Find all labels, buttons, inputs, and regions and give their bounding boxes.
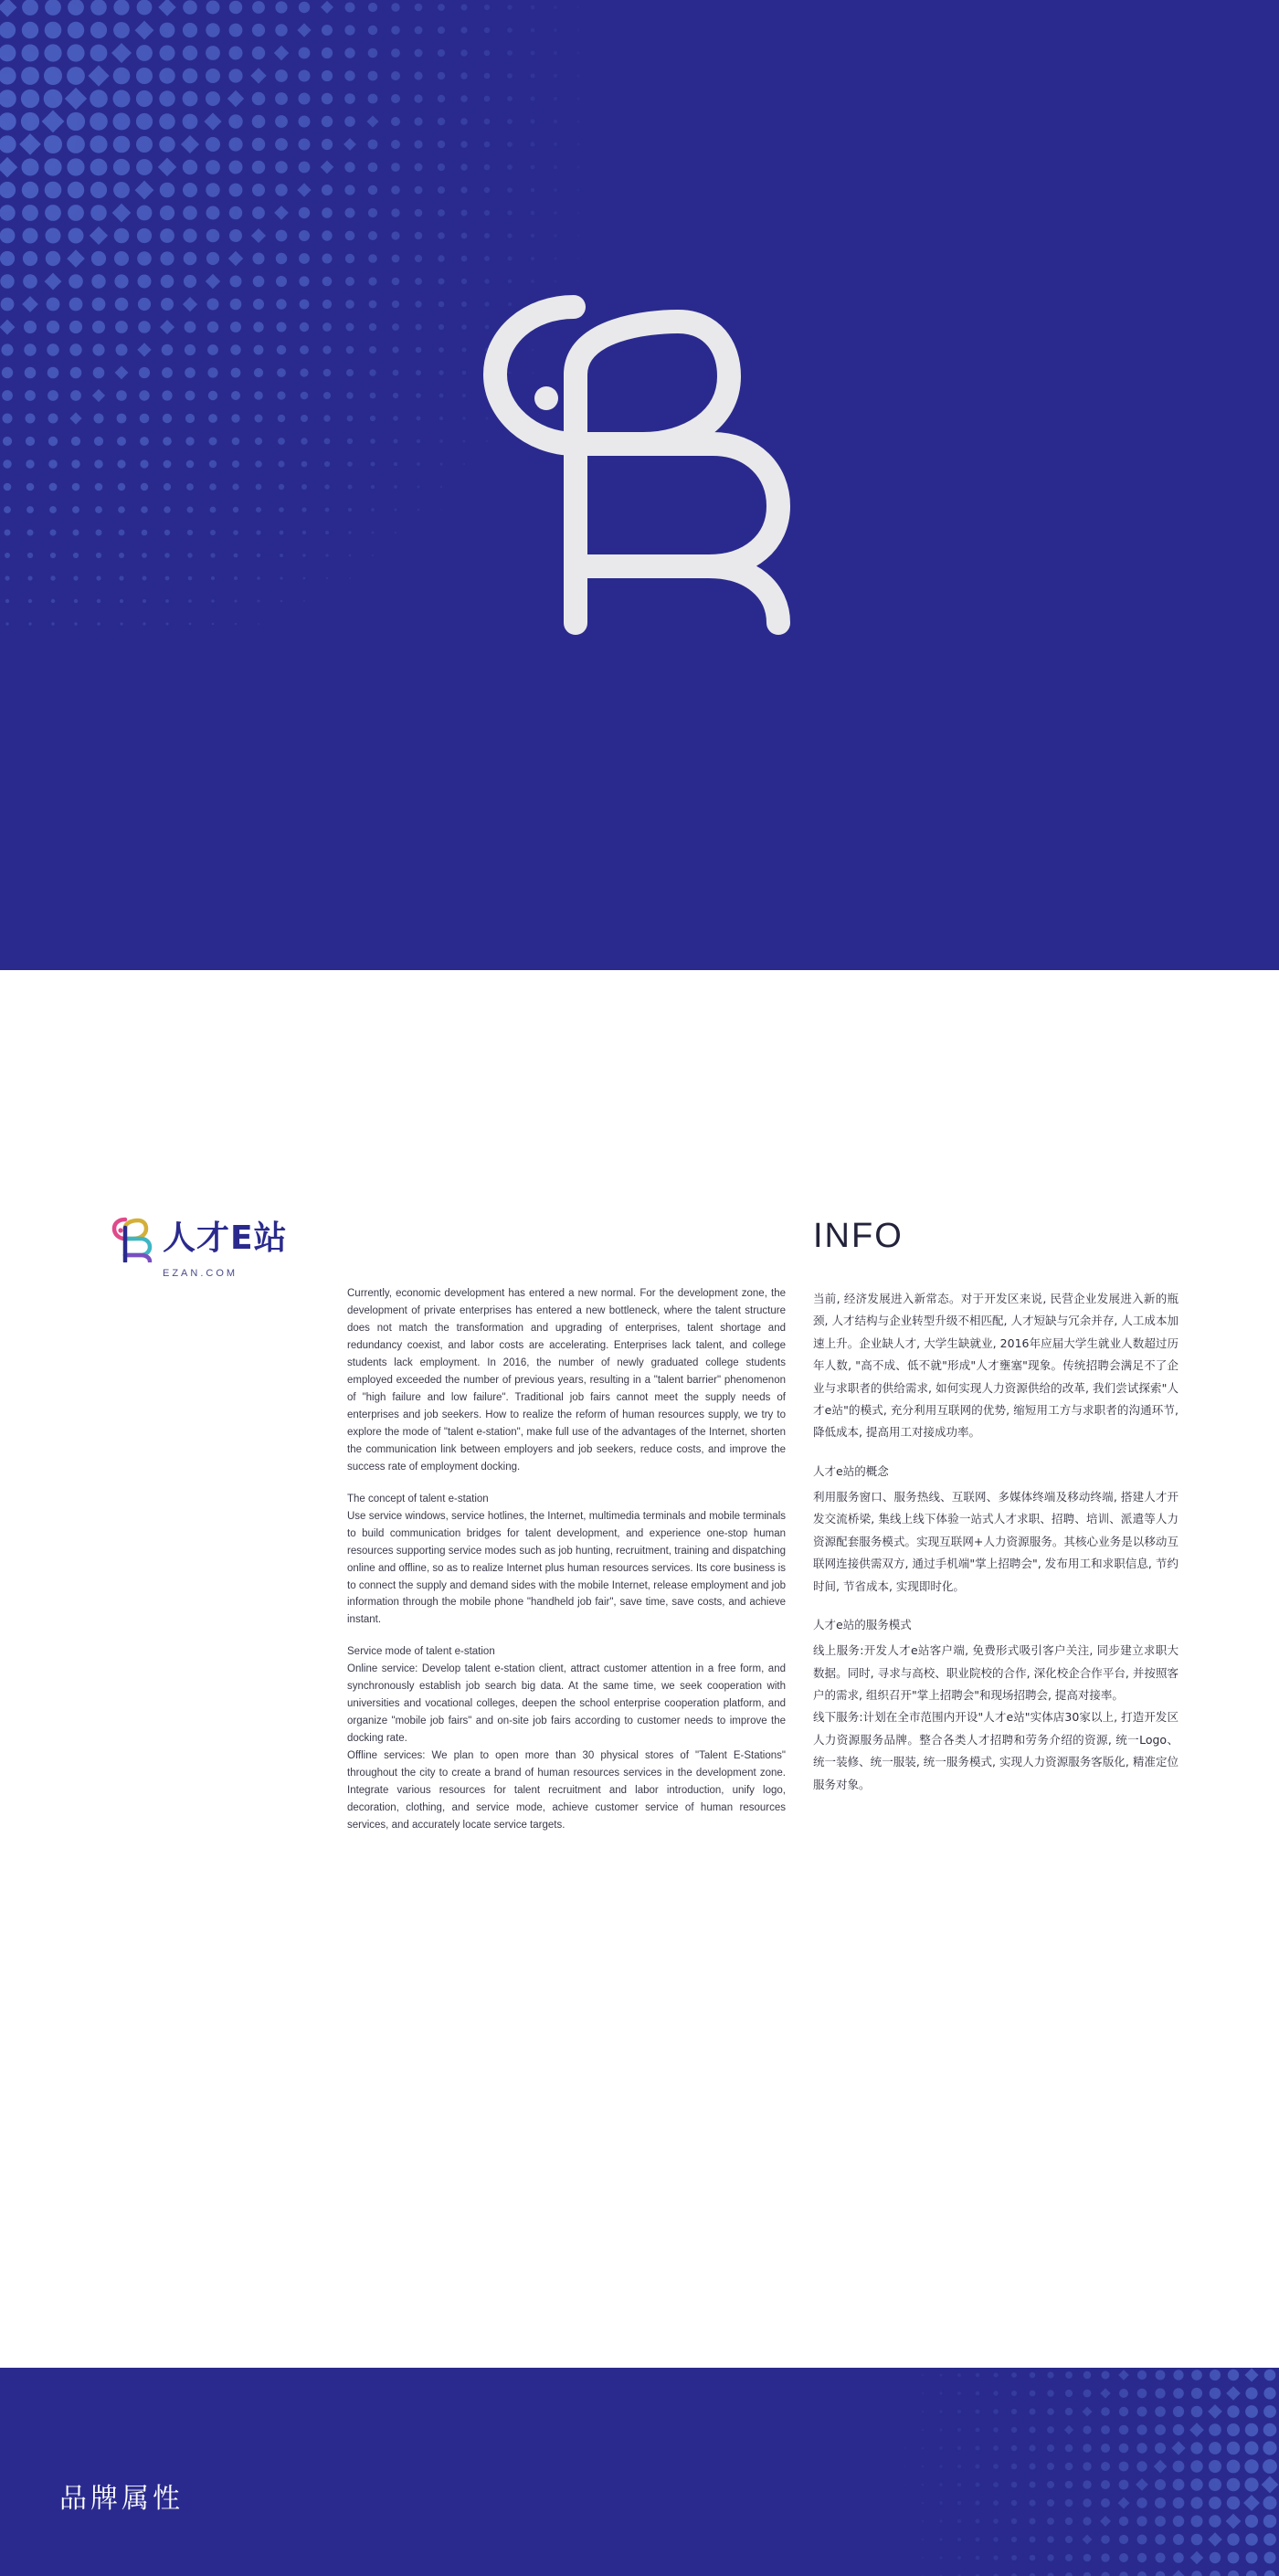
en-subheading: The concept of talent e-station	[347, 1493, 489, 1504]
english-copy-column	[347, 1285, 786, 1834]
en-paragraph: Currently, economic development has entered a new normal. For the development zone, the development of private enterprises has entered a new bottleneck, where the talent structure does not match the transformation and upgrading of enterprises, talent shortage and redundancy coexist, and labor costs are accelerating. Enterprises lack talent, and college students lack employment. In 2016, the number of newly graduated college students employed exceeded the number of previous years, resulting in a "talent barrier" phenomenon of "high failure and low failure". Traditional job fairs cannot meet the supply needs of enterprises and job seekers. How to realize the reform of human resources supply, we try to explore the mode of "talent e-station", make full use of the advantages of the Internet, shorten the communication link between employers and job seekers, reduce costs, and improve the success rate of employment docking.	[347, 1288, 786, 1473]
brand-name-cn: 人才E站	[163, 1219, 288, 1257]
info-heading: INFO	[813, 1217, 904, 1255]
chinese-copy-column	[813, 1288, 1179, 1796]
brand-domain: EZAN.COM	[163, 1268, 238, 1279]
content-area	[0, 970, 1279, 2368]
footer-band	[0, 2368, 1279, 2576]
zh-paragraph: 线下服务:计划在全市范围内开设"人才e站"实体店30家以上, 打造开发区人力资源服务品牌。整合各类人才招聘和劳务介绍的资源, 统一Logo、统一装修、统一服装, 统一服务模式, 实现人力资源服务客版化, 精准定位服务对象。	[813, 1710, 1179, 1791]
en-paragraph: Use service windows, service hotlines, the Internet, multimedia terminals and mobile terminals to build communication bridges for talent development, and experience one-stop human resources supporting service modes such as job hunting, recruitment, training and dispatching online and offline, so as to realize Internet plus human resources services. Its core business is to connect the supply and demand sides with the mobile Internet, release employment and job information through the mobile phone "handheld job fair", save time, save costs, and achieve instant.	[347, 1510, 786, 1626]
zh-subheading: 人才e站的概念	[813, 1463, 889, 1478]
en-paragraph: Online service: Develop talent e-station client, attract customer attention in a free form, and synchronously establish job search big data. At the same time, we seek cooperation with universities and vocational colleges, deepen the school enterprise cooperation platform, and organize "mobile job fairs" and on-site job fairs according to customer needs to improve the docking rate.	[347, 1663, 786, 1745]
zh-paragraph: 利用服务窗口、服务热线、互联网、多媒体终端及移动终端, 搭建人才开发交流桥梁, 集线上线下体验一站式人才求职、招聘、培训、派遣等人力资源配套服务模式。实现互联网+人力资源服务。其核心业务是以移动互联网连接供需双方, 通过手机端"掌上招聘会", 发布用工和求职信息, 节约时间, 节省成本, 实现即时化。	[813, 1490, 1179, 1593]
en-paragraph: Offline services: We plan to open more than 30 physical stores of "Talent E-Stations" throughout the city to create a brand of human resources services in the development zone. Integrate various resources for talent recruitment and labor introduction, unify logo, decoration, clothing, and service mode, achieve customer service of human resources services, and accurately locate service targets.	[347, 1750, 786, 1832]
brand-lockup	[110, 1215, 329, 1279]
hero-banner	[0, 0, 1279, 970]
zh-paragraph: 线上服务:开发人才e站客户端, 免费形式吸引客户关注, 同步建立求职大数据。同时, 寻求与高校、职业院校的合作, 深化校企合作平台, 并按照客户的需求, 组织召开"掌上招聘会"和现场招聘会, 提高对接率。	[813, 1643, 1179, 1702]
footer-dot-pattern	[859, 2368, 1279, 2576]
ezan-e-icon	[110, 1215, 153, 1262]
logo-eye-dot	[534, 386, 558, 410]
zh-paragraph: 当前, 经济发展进入新常态。对于开发区来说, 民营企业发展进入新的瓶颈, 人才结构与企业转型升级不相匹配, 人才短缺与冗余并存, 人工成本加速上升。企业缺人才, 大学生缺就业, 2016年应届大学生就业人数超过历年人数, "高不成、低不就"形成"人才壅塞"现象。传统招聘会满足不了企业与求职者的供给需求, 如何实现人力资源供给的改革, 我们尝试探索"人才e站"的模式, 充分利用互联网的优势, 缩短用工方与求职者的沟通环节, 降低成本, 提高用工对接成功率。	[813, 1292, 1179, 1440]
ezan-mark-logo	[439, 265, 822, 649]
footer-title: 品牌属性	[59, 2483, 184, 2515]
en-subheading: Service mode of talent e-station	[347, 1646, 495, 1658]
zh-subheading: 人才e站的服务模式	[813, 1617, 912, 1631]
